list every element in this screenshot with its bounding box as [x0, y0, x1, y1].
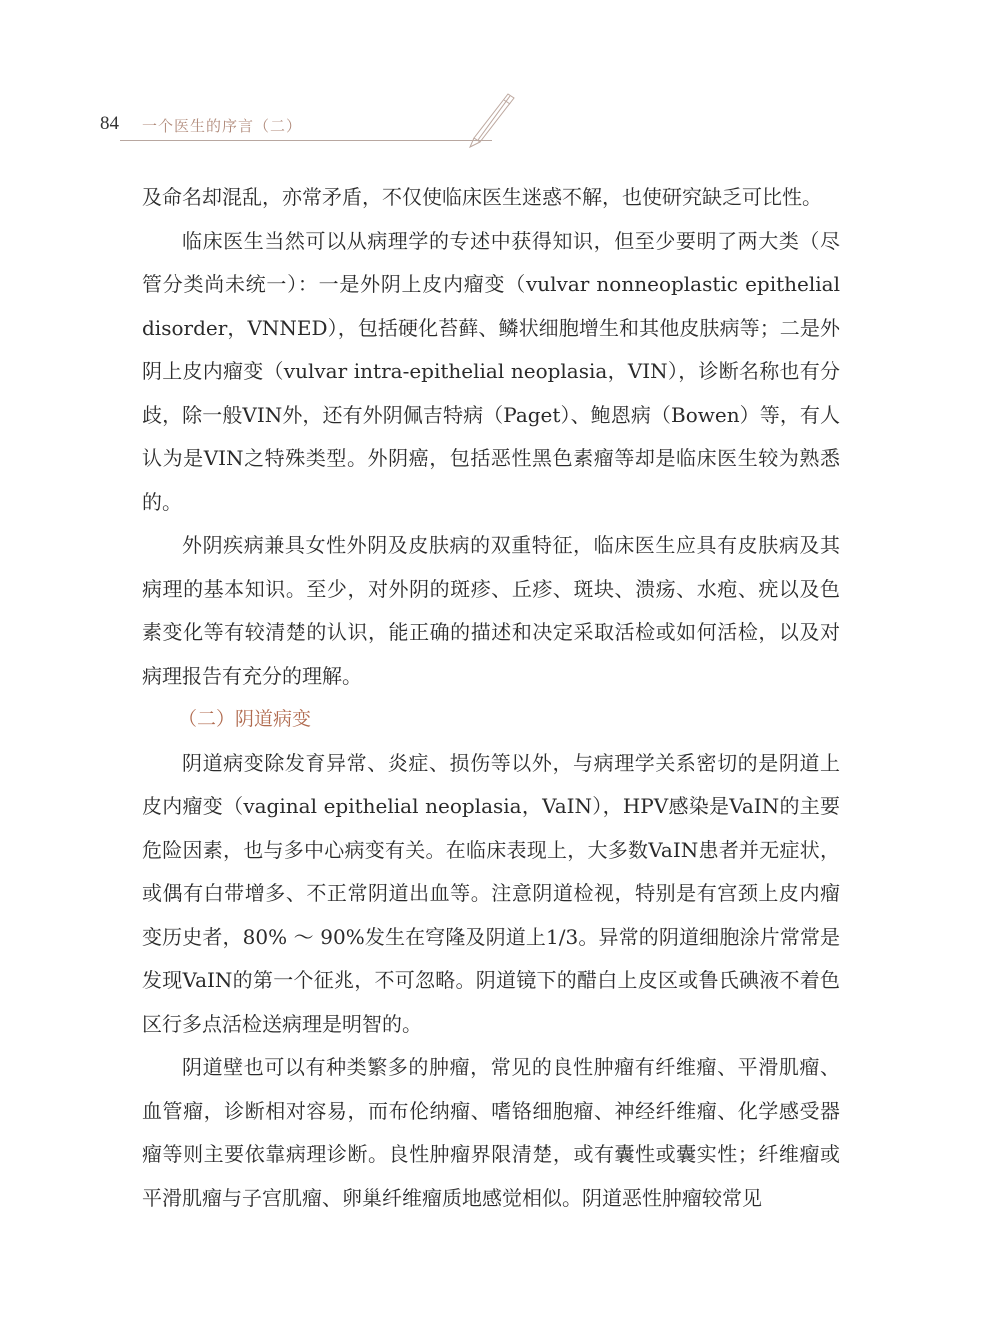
- paragraph: 阴道壁也可以有种类繁多的肿瘤，常见的良性肿瘤有纤维瘤、平滑肌瘤、血管瘤，诊断相对容易，而布伦纳瘤、嗜铬细胞瘤、神经纤维瘤、化学感受器瘤等则主要依靠病理诊断。良性肿瘤界限清楚，或有囊性或囊实性；纤维瘤或平滑肌瘤与子宫肌瘤、卵巢纤维瘤质地感觉相似。阴道恶性肿瘤较常见: [142, 1055, 840, 1210]
- page-number: 84: [100, 113, 119, 134]
- section-heading: （二）阴道病变: [178, 708, 312, 730]
- paragraph: 及命名却混乱，亦常矛盾，不仅使临床医生迷惑不解，也使研究缺乏可比性。: [142, 185, 822, 209]
- paragraph: 外阴疾病兼具女性外阴及皮肤病的双重特征，临床医生应具有皮肤病及其病理的基本知识。至少，对外阴的斑疹、丘疹、斑块、溃疡、水疱、疣以及色素变化等有较清楚的认识，能正确的描述和决定采取活检或如何活检，以及对病理报告有充分的理解。: [142, 533, 840, 688]
- header-rule: [120, 140, 492, 141]
- paragraph: 临床医生当然可以从病理学的专述中获得知识，但至少要明了两大类（尽管分类尚未统一）：一是外阴上皮内瘤变（vulvar nonneoplastic epithelial disorder，VNNED），包括硬化苔藓、鳞状细胞增生和其他皮肤病等；二是外阴上皮内瘤变（vulvar intra-epithelial neoplasia，VIN），诊断名称也有分歧，除一般VIN外，还有外阴佩吉特病（Paget）、鲍恩病（Bowen）等，有人认为是VIN之特殊类型。外阴癌，包括恶性黑色素瘤等却是临床医生较为熟悉的。: [142, 228, 840, 514]
- paragraph: 阴道病变除发育异常、炎症、损伤等以外，与病理学关系密切的是阴道上皮内瘤变（vaginal epithelial neoplasia，VaIN），HPV感染是VaIN的主要危险因素，也与多中心病变有关。在临床表现上，大多数VaIN患者并无症状，或偶有白带增多、不正常阴道出血等。注意阴道检视，特别是有宫颈上皮内瘤变历史者，80% ～ 90%发生在穹隆及阴道上1/3。异常的阴道细胞涂片常常是发现VaIN的第一个征兆，不可忽略。阴道镜下的醋白上皮区或鲁氏碘液不着色区行多点活检送病理是明智的。: [142, 750, 840, 1036]
- pen-icon: [458, 90, 518, 150]
- body-text: [142, 176, 840, 1220]
- running-title: 一个医生的序言（二）: [142, 117, 303, 135]
- page-header: [100, 108, 520, 148]
